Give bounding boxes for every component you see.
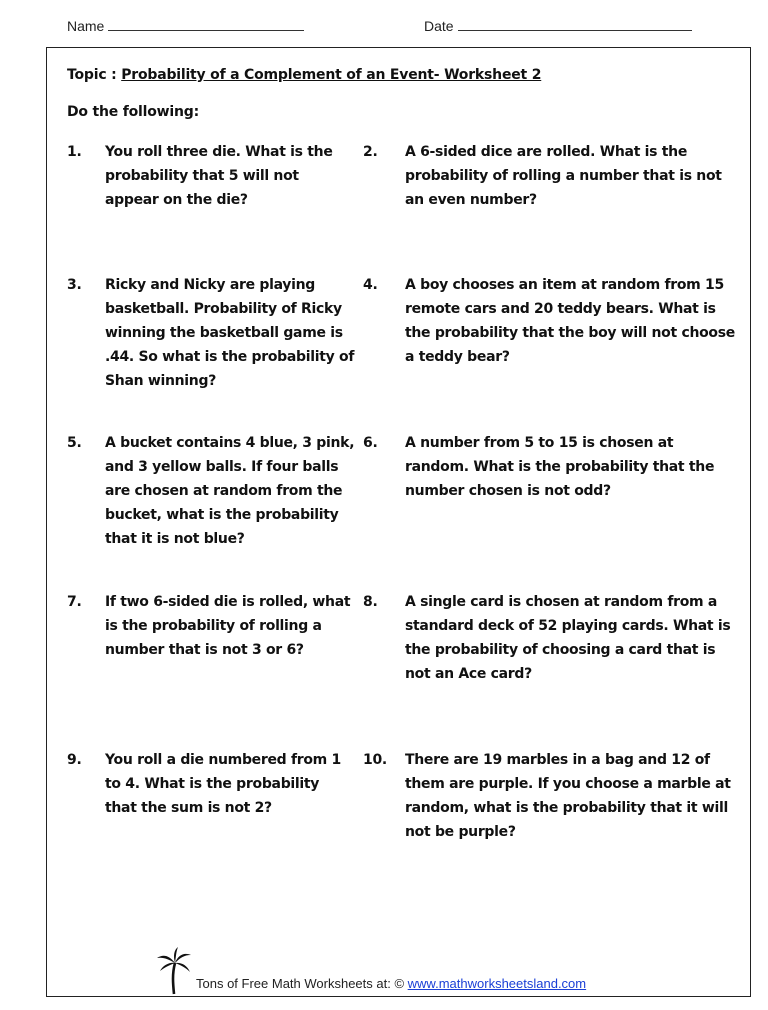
- problem-text: You roll three die. What is the probability that 5 will not appear on the die?: [105, 144, 333, 208]
- problem-number: 4.: [363, 277, 378, 293]
- footer-label: Tons of Free Math Worksheets at: ©: [196, 976, 408, 991]
- date-label: Date: [424, 18, 454, 34]
- problem-text: There are 19 marbles in a bag and 12 of them are purple. If you choose a marble at random, what is the probability that it will not be purple?: [405, 752, 731, 840]
- name-field[interactable]: [67, 18, 304, 34]
- problem-number: 2.: [363, 144, 378, 160]
- topic-prefix: Topic :: [67, 67, 122, 83]
- date-field[interactable]: [424, 18, 692, 34]
- problem-number: 8.: [363, 594, 378, 610]
- worksheet-topic: [67, 67, 541, 83]
- footer-text: [196, 976, 586, 991]
- problem-text: Ricky and Nicky are playing basketball. Probability of Ricky winning the basketball game is .44. So what is the probability of Shan winning?: [105, 277, 355, 389]
- problem-number: 3.: [67, 277, 82, 293]
- name-label: Name: [67, 18, 105, 34]
- footer-website-link[interactable]: www.mathworksheetsland.com: [407, 976, 587, 991]
- problem-text: A 6-sided dice are rolled. What is the probability of rolling a number that is not an even number?: [405, 144, 722, 208]
- problem-number: 10.: [363, 752, 387, 768]
- problem-number: 9.: [67, 752, 82, 768]
- problem-number: 5.: [67, 435, 82, 451]
- instructions: Do the following:: [67, 104, 199, 120]
- footer: [156, 946, 626, 996]
- topic-title: Probability of a Complement of an Event- Worksheet 2: [121, 67, 542, 83]
- problem-number: 6.: [363, 435, 378, 451]
- name-blank-line[interactable]: [108, 18, 304, 31]
- problem-number: 1.: [67, 144, 82, 160]
- problem-text: A bucket contains 4 blue, 3 pink, and 3 yellow balls. If four balls are chosen at random from the bucket, what is the probability that it is not blue?: [105, 435, 355, 547]
- date-blank-line[interactable]: [458, 18, 692, 31]
- problem-text: A number from 5 to 15 is chosen at random. What is the probability that the number chosen is not odd?: [405, 435, 715, 499]
- problem-text: You roll a die numbered from 1 to 4. What is the probability that the sum is not 2?: [105, 752, 341, 816]
- problem-text: A boy chooses an item at random from 15 remote cars and 20 teddy bears. What is the probability that the boy will not choose a teddy bear?: [405, 277, 735, 365]
- problem-text: A single card is chosen at random from a standard deck of 52 playing cards. What is the probability of choosing a card that is not an Ace card?: [405, 594, 731, 682]
- palm-tree-icon: [156, 946, 192, 996]
- problem-text: If two 6-sided die is rolled, what is the probability of rolling a number that is not 3 or 6?: [105, 594, 351, 658]
- problem-number: 7.: [67, 594, 82, 610]
